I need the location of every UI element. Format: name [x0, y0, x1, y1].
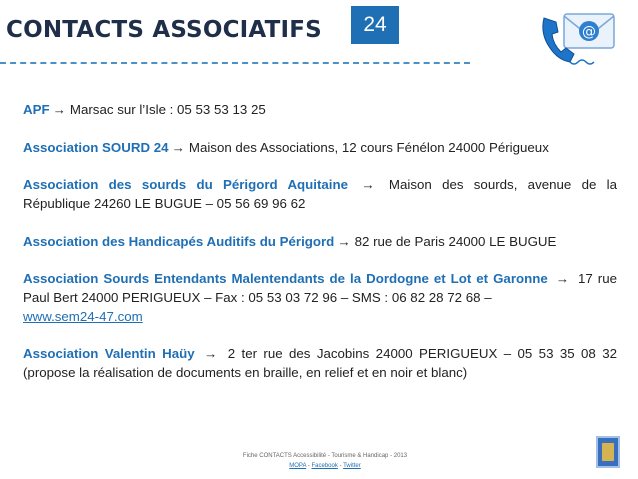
arrow-icon: → [361, 177, 375, 193]
contact-details: République 24260 LE BUGUE – 05 56 69 96 62 [23, 195, 306, 211]
arrow-icon: → [204, 346, 218, 362]
contact-name: APF [23, 102, 50, 117]
arrow-icon: → [171, 139, 185, 155]
contact-details: Maison des sourds, avenue de la [388, 177, 618, 193]
arrow-icon: → [555, 271, 570, 287]
contact-name: Association des Handicapés Auditifs du Périgord [23, 233, 335, 249]
contact-entry-sem [23, 270, 617, 326]
contact-details: 82 rue de Paris 24000 LE BUGUE [354, 233, 557, 249]
department-badge: 24 [351, 6, 399, 44]
phone-email-icon [536, 4, 618, 76]
facebook-link[interactable]: Facebook [311, 463, 338, 469]
contact-name: Association Valentin Haüy [23, 346, 195, 362]
contact-details: (propose la réalisation de documents en braille, en relief et en noir et blanc) [23, 365, 468, 381]
footer-text: Fiche CONTACTS Accessibilité - Tourisme & Handicap - 2013 [242, 453, 408, 459]
contacts-list [23, 101, 617, 402]
page-title: CONTACTS ASSOCIATIFS [6, 17, 322, 43]
tourism-handicap-logo [596, 436, 620, 468]
footer-separator: - [306, 463, 312, 469]
contact-details: 2 ter rue des Jacobins 24000 PERIGUEUX – 05 53 35 08 32 [227, 346, 617, 362]
contact-name: Association SOURD 24 [23, 139, 169, 155]
contact-entry-handicapes-auditifs [23, 233, 617, 252]
contact-details: 17 rue [578, 271, 618, 287]
website-link[interactable]: www.sem24-47.com [23, 308, 143, 324]
contact-name: Association Sourds Entendants Malentendants de la Dordogne et Lot et Garonne [23, 271, 548, 287]
arrow-icon: → [52, 102, 66, 117]
contact-entry-valentin-hauy [23, 345, 617, 383]
twitter-link[interactable]: Twitter [343, 463, 361, 469]
contact-entry-sourd24 [23, 139, 617, 158]
dashed-divider [0, 62, 470, 64]
arrow-icon: → [337, 233, 351, 249]
contact-name: Association des sourds du Périgord Aquitaine [23, 177, 349, 193]
contact-details: Paul Bert 24000 PERIGUEUX – Fax : 05 53 03 72 96 – SMS : 06 82 28 72 68 – [23, 289, 492, 305]
contact-details: Maison des Associations, 12 cours Fénélon 24000 Périgueux [188, 139, 549, 155]
contact-entry-apf [23, 101, 617, 120]
svg-text:@: @ [582, 24, 596, 40]
mopa-link[interactable]: MOPA [289, 463, 307, 469]
contact-details: Marsac sur l’Isle : 05 53 53 13 25 [69, 102, 266, 117]
footer-separator: - [337, 463, 344, 469]
contact-entry-sourds-perigord [23, 176, 617, 214]
footer [200, 451, 450, 471]
